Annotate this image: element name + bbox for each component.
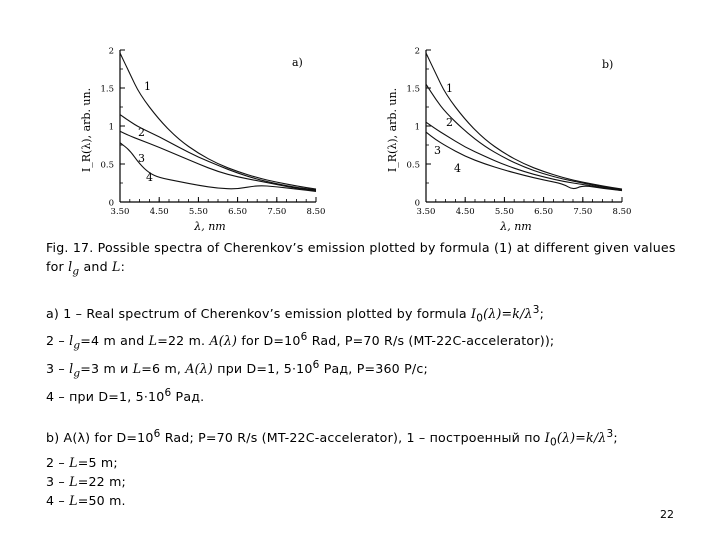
caption-title: Fig. 17. Possible spectra of Cherenkov’s emission plotted by formula (1) at different given values bbox=[46, 240, 676, 255]
x-tick-label: 5.50 bbox=[494, 207, 514, 217]
y-tick-label: 2 bbox=[108, 46, 114, 57]
y-tick-label: 0.5 bbox=[100, 160, 114, 171]
series-label-1: 1 bbox=[446, 82, 453, 95]
caption-a-line1: a) 1 – Real spectrum of Cherenkov’s emission plotted by formula $I_0(\lambda)=k/\lambda^3$; bbox=[46, 303, 545, 325]
x-tick-label: 4.50 bbox=[149, 207, 169, 217]
caption-b-line1: b) A(λ) for $D=10^6$ Rad; P=70 R/s (MT-22C-accelerator), 1 – построенный по $I_0(\lambda)=k/\lambda^3$; bbox=[46, 427, 618, 449]
x-axis-label: λ, nm bbox=[500, 220, 532, 233]
caption-b-line4: 4 – L=50 m. bbox=[46, 492, 126, 508]
x-tick-label: 4.50 bbox=[455, 207, 475, 217]
y-tick-label: 1 bbox=[108, 122, 114, 133]
x-tick-label: 7.50 bbox=[573, 207, 593, 217]
x-tick-label: 3.50 bbox=[110, 207, 130, 217]
x-tick-label: 8.50 bbox=[612, 207, 632, 217]
x-tick-label: 6.50 bbox=[228, 207, 248, 217]
series-line-3 bbox=[426, 122, 622, 190]
x-tick-label: 6.50 bbox=[534, 207, 554, 217]
y-tick-label: 0.5 bbox=[406, 160, 420, 171]
series-line-1 bbox=[120, 53, 316, 189]
caption-b-line3: 3 – L=22 m; bbox=[46, 473, 126, 489]
caption-a-line4: 4 – при D=1, $5\cdot 10^6$ Рад. bbox=[46, 386, 205, 404]
chart-a-svg bbox=[78, 38, 338, 234]
x-tick-label: 8.50 bbox=[306, 207, 326, 217]
figure-caption bbox=[46, 238, 686, 510]
series-label-1: 1 bbox=[144, 80, 151, 93]
series-label-3: 3 bbox=[138, 152, 145, 165]
chart-a bbox=[78, 38, 338, 238]
y-tick-label: 1.5 bbox=[100, 84, 114, 95]
panel-label: b) bbox=[602, 58, 614, 71]
y-tick-label: 1 bbox=[414, 122, 420, 133]
page-number: 22 bbox=[660, 508, 674, 521]
y-tick-label: 2 bbox=[414, 46, 420, 57]
y-tick-label: 0 bbox=[108, 198, 114, 209]
series-label-4: 4 bbox=[454, 162, 461, 175]
caption-title-line2: for $l_g$ and L: bbox=[46, 259, 126, 278]
caption-a-line2: $2 - l_g=4$ m and L=22 m. A(λ) for $D=10^6$ Rad, P=70 R/s (MT-22C-accelerator)); bbox=[46, 331, 555, 352]
series-label-4: 4 bbox=[146, 171, 153, 184]
series-label-3: 3 bbox=[434, 144, 441, 157]
x-axis-label: λ, nm bbox=[194, 220, 226, 233]
caption-b-line2: 2 – L=5 m; bbox=[46, 454, 118, 470]
series-label-2: 2 bbox=[446, 116, 453, 129]
chart-b-svg bbox=[384, 38, 644, 234]
caption-a-line3: $3 - l_g=3$ m и L=6 m, A(λ) при D=1, $5\cdot 10^6$ Рад, P=360 Р/с; bbox=[46, 358, 428, 380]
panel-label: a) bbox=[292, 56, 303, 69]
y-axis-label: I_R(λ), arb. un. bbox=[386, 87, 399, 173]
y-axis-label: I_R(λ), arb. un. bbox=[80, 87, 93, 173]
y-tick-label: 1.5 bbox=[406, 84, 420, 95]
series-label-2: 2 bbox=[138, 126, 145, 139]
chart-b bbox=[384, 38, 644, 238]
x-tick-label: 3.50 bbox=[416, 207, 436, 217]
x-tick-label: 5.50 bbox=[188, 207, 208, 217]
y-tick-label: 0 bbox=[414, 198, 420, 209]
x-tick-label: 7.50 bbox=[267, 207, 287, 217]
